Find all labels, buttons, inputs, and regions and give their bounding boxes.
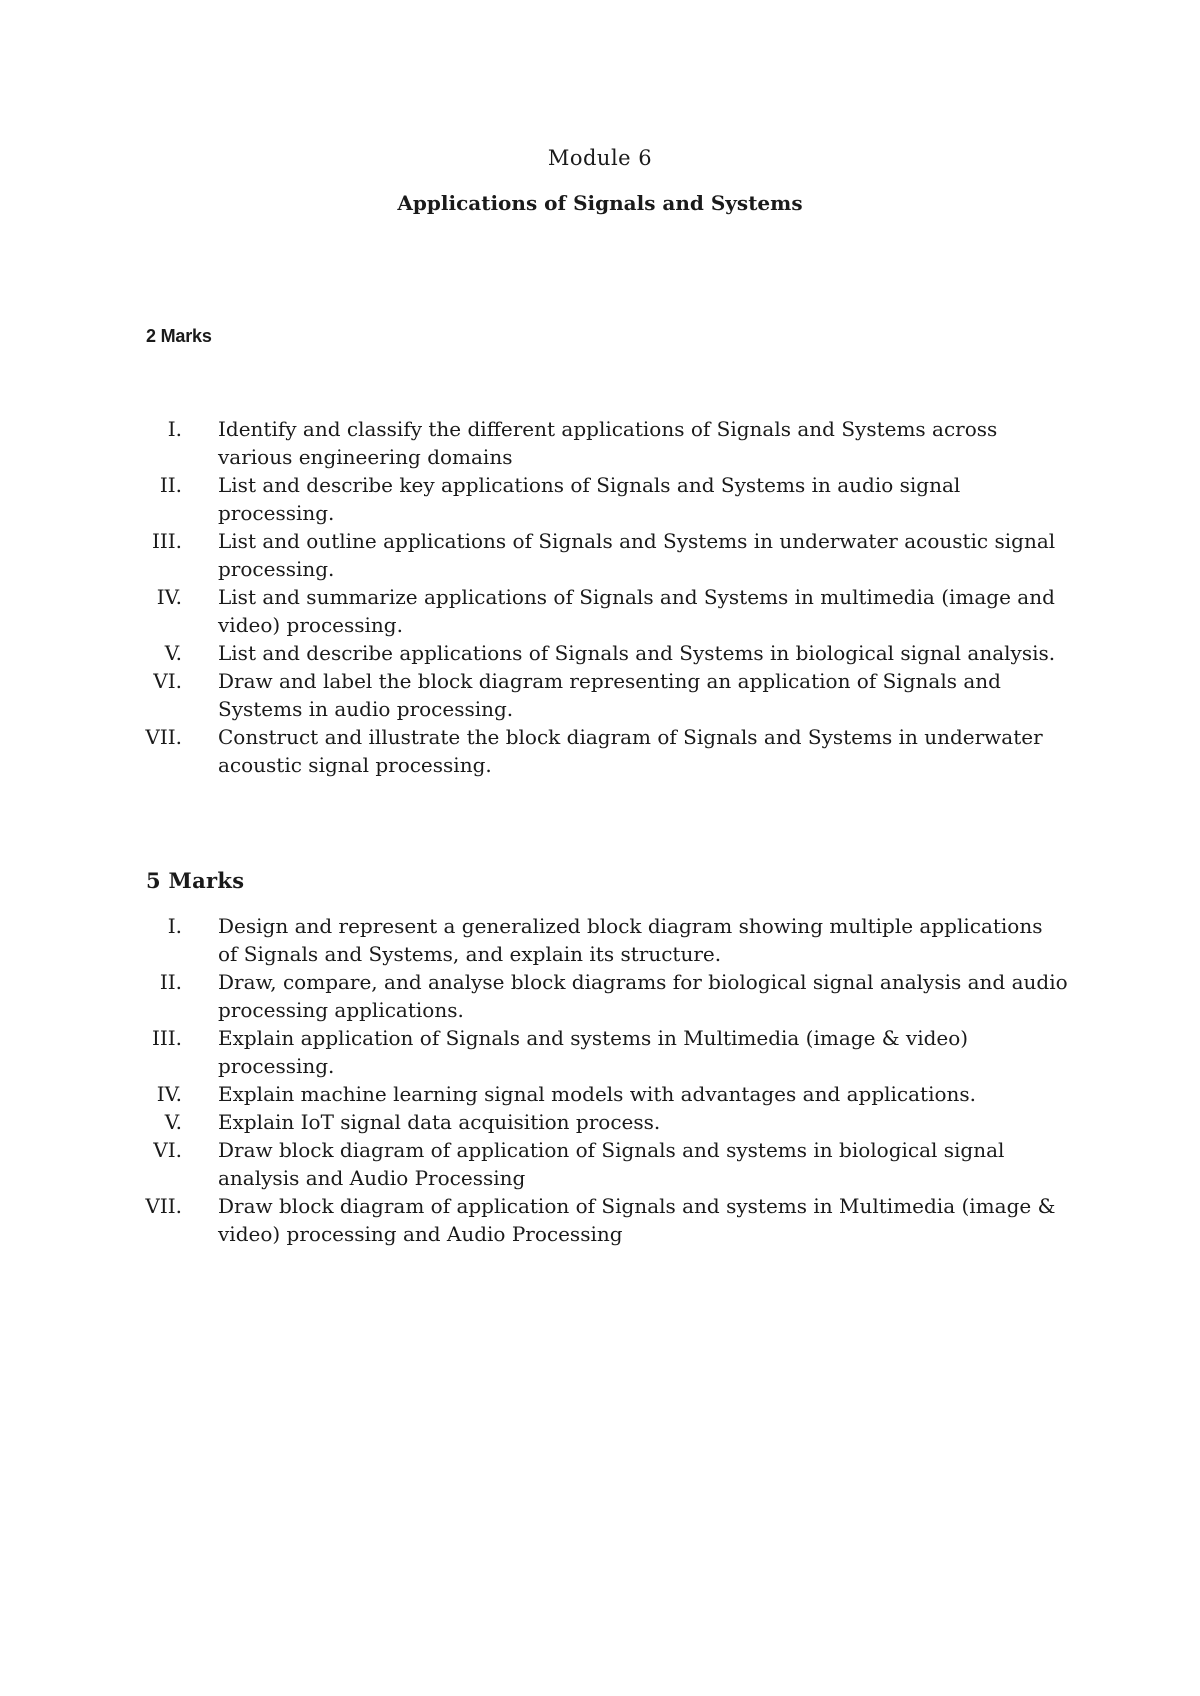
question-text: Construct and illustrate the block diagram of Signals and Systems in underwater acoustic signal processing. (218, 725, 1043, 777)
question-text: Identify and classify the different applications of Signals and Systems across various engineering domains (218, 417, 998, 469)
question-item (0, 639, 1200, 667)
question-number: VI. (153, 1138, 182, 1162)
question-text: List and describe applications of Signals and Systems in biological signal analysis. (218, 641, 1056, 665)
question-number: IV. (156, 1082, 182, 1106)
module-subtitle: Applications of Signals and Systems (397, 191, 803, 215)
question-text: Explain IoT signal data acquisition process. (218, 1110, 661, 1134)
question-item (0, 968, 1200, 1024)
question-number: VI. (153, 669, 182, 693)
question-number: II. (159, 473, 182, 497)
section-heading-5-marks: 5 Marks (146, 868, 245, 893)
question-item (0, 471, 1200, 527)
question-number: I. (167, 417, 182, 441)
question-number: V. (164, 1110, 182, 1134)
question-text: List and summarize applications of Signals and Systems in multimedia (image and video) processing. (218, 585, 1055, 637)
question-item (0, 527, 1200, 583)
question-text: Draw, compare, and analyse block diagrams for biological signal analysis and audio processing applications. (218, 970, 1068, 1022)
question-text: Draw block diagram of application of Signals and systems in biological signal analysis and Audio Processing (218, 1138, 1005, 1190)
question-number: IV. (156, 585, 182, 609)
question-text: List and describe key applications of Signals and Systems in audio signal processing. (218, 473, 961, 525)
question-text: Design and represent a generalized block diagram showing multiple applications of Signals and Systems, and explain its structure. (218, 914, 1043, 966)
module-title: Module 6 (547, 146, 653, 170)
question-item (0, 1024, 1200, 1080)
question-item (0, 1136, 1200, 1192)
question-item (0, 1192, 1200, 1248)
question-number: III. (151, 529, 182, 553)
question-item (0, 415, 1200, 471)
question-item (0, 1080, 1200, 1108)
question-number: VII. (145, 1194, 182, 1218)
question-text: Explain application of Signals and systems in Multimedia (image & video) processing. (218, 1026, 969, 1078)
question-item (0, 1108, 1200, 1136)
question-number: III. (151, 1026, 182, 1050)
question-text: Draw and label the block diagram representing an application of Signals and Systems in audio processing. (218, 669, 1001, 721)
question-item (0, 723, 1200, 779)
question-number: I. (167, 914, 182, 938)
question-number: V. (164, 641, 182, 665)
question-text: List and outline applications of Signals and Systems in underwater acoustic signal processing. (218, 529, 1056, 581)
question-item (0, 912, 1200, 968)
question-text: Draw block diagram of application of Signals and systems in Multimedia (image & video) processing and Audio Processing (218, 1194, 1056, 1246)
question-text: Explain machine learning signal models with advantages and applications. (218, 1082, 977, 1106)
question-item (0, 583, 1200, 639)
question-number: II. (159, 970, 182, 994)
two-marks-question-list (0, 415, 1200, 779)
five-marks-question-list (0, 912, 1200, 1248)
question-item (0, 667, 1200, 723)
question-number: VII. (145, 725, 182, 749)
section-heading-2-marks: 2 Marks (146, 326, 212, 346)
